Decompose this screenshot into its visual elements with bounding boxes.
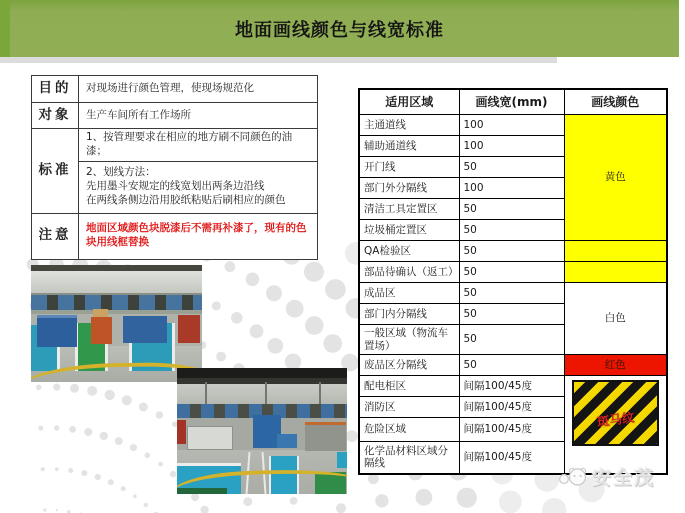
info-table xyxy=(31,75,318,260)
machine-red-cabinet xyxy=(177,420,186,444)
standard-item2 xyxy=(79,161,318,213)
color-cell-white: 白色 xyxy=(564,283,667,355)
color-cell-yellow xyxy=(564,241,667,262)
notice-label: 注意 xyxy=(32,213,79,259)
area-cell: 部品待确认（返工） xyxy=(359,262,459,283)
area-cell: 清洁工具定置区 xyxy=(359,199,459,220)
photo-ceiling xyxy=(31,271,202,293)
width-cell: 50 xyxy=(459,199,564,220)
object-text: 生产车间所有工作场所 xyxy=(79,103,318,129)
factory-photo-1 xyxy=(31,265,202,382)
width-cell: 100 xyxy=(459,136,564,157)
width-cell: 间隔100/45度 xyxy=(459,442,564,474)
header-area: 适用区域 xyxy=(359,89,459,115)
width-cell: 间隔100/45度 xyxy=(459,418,564,442)
std-row xyxy=(359,241,667,262)
width-cell: 50 xyxy=(459,355,564,376)
area-cell: 化学品材料区域分隔线 xyxy=(359,442,459,474)
area-cell: 主通道线 xyxy=(359,115,459,136)
std-row xyxy=(359,376,667,397)
color-cell-yellow xyxy=(564,262,667,283)
object-label: 对象 xyxy=(32,103,79,129)
color-cell-red: 红色 xyxy=(564,355,667,376)
machine-white xyxy=(187,426,233,450)
width-cell: 50 xyxy=(459,220,564,241)
area-cell: 废品区分隔线 xyxy=(359,355,459,376)
area-cell: 辅助通道线 xyxy=(359,136,459,157)
area-cell: 危险区域 xyxy=(359,418,459,442)
info-row-standard-1 xyxy=(32,129,318,162)
standard-item2-line3: 在两线条侧边沿用胶纸粘贴后刷相应的颜色 xyxy=(86,194,286,207)
zebra-label: 斑马纹 xyxy=(595,409,635,430)
width-cell: 100 xyxy=(459,178,564,199)
area-cell: 成品区 xyxy=(359,283,459,304)
area-cell: 一般区域（物流车置场） xyxy=(359,325,459,355)
info-row-notice xyxy=(32,213,318,259)
width-cell: 50 xyxy=(459,157,564,178)
machine-blue-right xyxy=(123,316,167,343)
width-cell: 50 xyxy=(459,262,564,283)
purpose-label: 目的 xyxy=(32,76,79,103)
std-header-row xyxy=(359,89,667,115)
width-cell: 50 xyxy=(459,304,564,325)
notice-text: 地面区域颜色块脱漆后不需再补漆了，现有的色块用线框替换 xyxy=(79,213,318,259)
header-color: 画线颜色 xyxy=(564,89,667,115)
width-cell: 间隔100/45度 xyxy=(459,376,564,397)
header-width: 画线宽(mm) xyxy=(459,89,564,115)
photo-roofline xyxy=(177,368,347,378)
width-cell: 100 xyxy=(459,115,564,136)
photo-ceiling xyxy=(177,384,347,404)
machine-red-shelf xyxy=(178,315,200,343)
width-cell: 50 xyxy=(459,325,564,355)
machine-blue-left xyxy=(37,315,77,347)
area-cell: 垃圾桶定置区 xyxy=(359,220,459,241)
machine-orange-cart xyxy=(91,317,112,344)
width-cell: 50 xyxy=(459,241,564,262)
standard-item2-line1: 2、划线方法： xyxy=(86,166,156,179)
standard-item1: 1、按管理要求在相应的地方刷不同颜色的油漆； xyxy=(79,129,318,162)
standard-item2-line2: 先用墨斗安规定的线宽划出两条边沿线 xyxy=(86,180,265,193)
std-row xyxy=(359,115,667,136)
standard-label: 标准 xyxy=(32,129,79,214)
area-cell: 消防区 xyxy=(359,397,459,418)
info-row-purpose xyxy=(32,76,318,103)
area-cell: 开门线 xyxy=(359,157,459,178)
factory-photo-2 xyxy=(177,368,347,494)
machine-bench-right xyxy=(305,422,346,451)
area-cell: 部门内分隔线 xyxy=(359,304,459,325)
mascot-icon xyxy=(558,464,588,488)
std-row xyxy=(359,262,667,283)
title-banner xyxy=(0,0,679,57)
color-cell-yellow: 黄色 xyxy=(564,115,667,241)
logo-text: 安全茂 xyxy=(592,466,656,489)
info-row-object xyxy=(32,103,318,129)
purpose-text: 对现场进行颜色管理，使现场规范化 xyxy=(79,76,318,103)
banner-shadow xyxy=(0,57,557,63)
area-cell: 配电柜区 xyxy=(359,376,459,397)
page-title: 地面画线颜色与线宽标准 xyxy=(235,19,444,41)
std-row xyxy=(359,283,667,304)
width-cell: 50 xyxy=(459,283,564,304)
std-row xyxy=(359,355,667,376)
area-cell: QA检验区 xyxy=(359,241,459,262)
floor-blue-sliver-right xyxy=(337,452,347,468)
watermark-logo xyxy=(558,458,682,494)
area-cell: 部门外分隔线 xyxy=(359,178,459,199)
width-cell: 间隔100/45度 xyxy=(459,397,564,418)
machine-blue-cart xyxy=(277,434,297,448)
standards-table xyxy=(358,88,668,475)
